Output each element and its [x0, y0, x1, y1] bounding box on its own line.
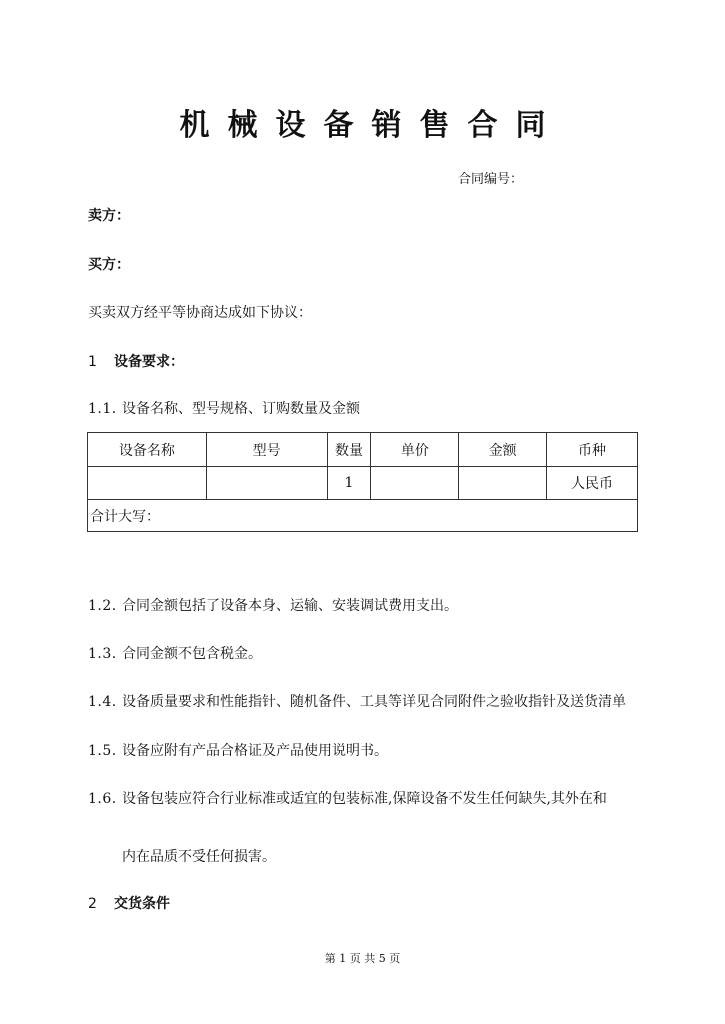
table-cell: 人民币	[547, 467, 638, 500]
total-amount-label: 合计大写：	[88, 500, 638, 532]
clause-1-2	[88, 595, 458, 615]
clause-1-6-continuation: 内在品质不受任何损害。	[122, 849, 276, 865]
section-number: 1	[88, 354, 97, 370]
table-cell	[206, 467, 327, 500]
clause-number: 1.2.	[88, 598, 117, 614]
table-header-cell: 单价	[371, 433, 459, 467]
section-heading-2	[88, 893, 170, 913]
section-title: 设备要求：	[114, 354, 184, 370]
contract-number-label: 合同编号：	[458, 172, 524, 187]
table-cell	[459, 467, 547, 500]
clause-number: 1.1.	[88, 401, 117, 417]
section-heading-1	[88, 351, 184, 371]
table-header-cell: 设备名称	[88, 433, 207, 467]
clause-text: 设备质量要求和性能指针、随机备件、工具等详见合同附件之验收指针及送货清单	[122, 694, 626, 710]
section-title: 交货条件	[114, 896, 170, 912]
clause-number: 1.6.	[88, 791, 117, 807]
clause-text: 合同金额包括了设备本身、运输、安装调试费用支出。	[122, 598, 458, 614]
section-number: 2	[88, 896, 97, 912]
table-header-cell: 型号	[206, 433, 327, 467]
table-cell	[371, 467, 459, 500]
table-header-row	[88, 433, 638, 467]
clause-1-3	[88, 643, 262, 663]
page-number-footer: 第 1 页 共 5 页	[324, 952, 401, 965]
clause-text: 合同金额不包含税金。	[122, 646, 262, 662]
table-header-cell: 币种	[547, 433, 638, 467]
seller-label: 卖方：	[88, 208, 130, 224]
table-header-cell: 金额	[459, 433, 547, 467]
contract-title: 机械设备销售合同	[179, 108, 564, 143]
table-header-cell: 数量	[327, 433, 371, 467]
clause-number: 1.5.	[88, 743, 117, 759]
table-total-row	[88, 500, 638, 532]
clause-1-4	[88, 691, 626, 711]
clause-text: 设备应附有产品合格证及产品使用说明书。	[122, 743, 388, 759]
clause-1-5	[88, 740, 388, 760]
clause-number: 1.4.	[88, 694, 117, 710]
clause-1-1	[88, 398, 360, 418]
table-cell: 1	[327, 467, 371, 500]
table-row	[88, 467, 638, 500]
clause-number: 1.3.	[88, 646, 117, 662]
clause-text: 设备名称、型号规格、订购数量及金额	[122, 401, 360, 417]
table-cell	[88, 467, 207, 500]
clause-1-6	[88, 788, 607, 808]
intro-paragraph: 买卖双方经平等协商达成如下协议：	[88, 305, 312, 321]
equipment-table	[87, 432, 638, 532]
clause-text: 设备包装应符合行业标准或适宜的包装标准,保障设备不发生任何缺失,其外在和	[122, 791, 607, 807]
buyer-label: 买方：	[88, 257, 130, 273]
